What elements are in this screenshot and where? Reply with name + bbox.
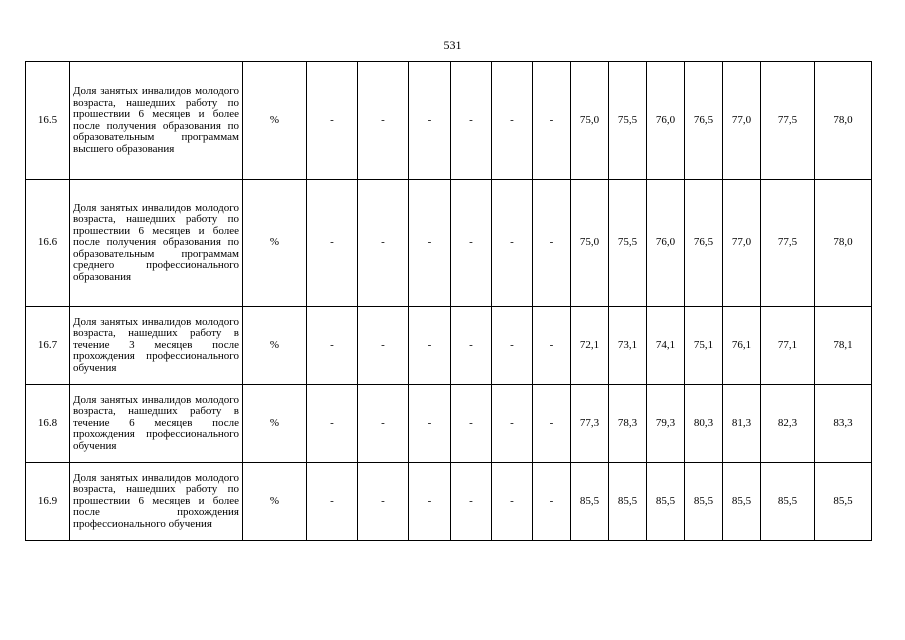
value-cell: 85,5 [815, 463, 872, 541]
indicator-description-cell: Доля занятых инвалидов молодого возраста, нашедших работу по прошествии 6 месяцев и более после прохождения профессионального обучения [70, 463, 243, 541]
value-cell: 79,3 [647, 385, 685, 463]
unit-cell: % [243, 307, 307, 385]
value-cell: - [307, 307, 358, 385]
value-cell: 76,5 [685, 180, 723, 307]
value-cell: - [307, 180, 358, 307]
row-number-cell: 16.7 [26, 307, 70, 385]
value-cell: - [409, 307, 451, 385]
value-cell: 83,3 [815, 385, 872, 463]
value-cell: - [451, 62, 492, 180]
value-cell: - [358, 463, 409, 541]
table-row [26, 385, 872, 463]
value-cell: - [492, 307, 533, 385]
value-cell: 85,5 [723, 463, 761, 541]
value-cell: 73,1 [609, 307, 647, 385]
value-cell: 81,3 [723, 385, 761, 463]
value-cell: 78,1 [815, 307, 872, 385]
value-cell: 78,0 [815, 62, 872, 180]
value-cell: 76,0 [647, 62, 685, 180]
indicator-description-cell: Доля занятых инвалидов молодого возраста, нашедших работу по прошествии 6 месяцев и более после получения образования по образовательным программам среднего профессионального образования [70, 180, 243, 307]
value-cell: 76,0 [647, 180, 685, 307]
value-cell: 76,5 [685, 62, 723, 180]
table-body [26, 62, 872, 541]
value-cell: 77,0 [723, 180, 761, 307]
row-number-cell: 16.5 [26, 62, 70, 180]
row-number-cell: 16.8 [26, 385, 70, 463]
unit-cell: % [243, 385, 307, 463]
row-number-cell: 16.6 [26, 180, 70, 307]
value-cell: 78,0 [815, 180, 872, 307]
value-cell: - [358, 385, 409, 463]
page-number: 531 [443, 38, 462, 52]
value-cell: - [409, 180, 451, 307]
table-row [26, 463, 872, 541]
value-cell: 82,3 [761, 385, 815, 463]
value-cell: - [451, 307, 492, 385]
value-cell: - [409, 385, 451, 463]
value-cell: - [358, 307, 409, 385]
value-cell: 75,1 [685, 307, 723, 385]
unit-cell: % [243, 62, 307, 180]
value-cell: 85,5 [609, 463, 647, 541]
value-cell: 76,1 [723, 307, 761, 385]
value-cell: 74,1 [647, 307, 685, 385]
value-cell: 78,3 [609, 385, 647, 463]
value-cell: 75,0 [571, 62, 609, 180]
value-cell: - [307, 62, 358, 180]
value-cell: - [492, 463, 533, 541]
value-cell: 75,5 [609, 180, 647, 307]
value-cell: - [533, 62, 571, 180]
value-cell: - [533, 463, 571, 541]
value-cell: - [307, 385, 358, 463]
value-cell: - [492, 62, 533, 180]
indicators-table [25, 61, 872, 541]
value-cell: 75,5 [609, 62, 647, 180]
indicator-description-cell: Доля занятых инвалидов молодого возраста, нашедших работу в течение 6 месяцев после прохождения профессионального обучения [70, 385, 243, 463]
value-cell: - [533, 307, 571, 385]
table-row [26, 62, 872, 180]
value-cell: - [533, 180, 571, 307]
value-cell: - [451, 180, 492, 307]
value-cell: - [451, 463, 492, 541]
table-row [26, 307, 872, 385]
value-cell: - [358, 180, 409, 307]
value-cell: 77,5 [761, 180, 815, 307]
value-cell: - [409, 62, 451, 180]
table-row [26, 180, 872, 307]
value-cell: 85,5 [685, 463, 723, 541]
indicator-description-cell: Доля занятых инвалидов молодого возраста, нашедших работу в течение 3 месяцев после прохождения профессионального обучения [70, 307, 243, 385]
value-cell: - [358, 62, 409, 180]
value-cell: 85,5 [647, 463, 685, 541]
value-cell: - [533, 385, 571, 463]
value-cell: - [492, 385, 533, 463]
value-cell: 77,0 [723, 62, 761, 180]
value-cell: - [409, 463, 451, 541]
value-cell: - [492, 180, 533, 307]
unit-cell: % [243, 463, 307, 541]
value-cell: 80,3 [685, 385, 723, 463]
row-number-cell: 16.9 [26, 463, 70, 541]
value-cell: 77,3 [571, 385, 609, 463]
value-cell: 77,5 [761, 62, 815, 180]
unit-cell: % [243, 180, 307, 307]
value-cell: 75,0 [571, 180, 609, 307]
value-cell: 85,5 [571, 463, 609, 541]
value-cell: 85,5 [761, 463, 815, 541]
value-cell: - [451, 385, 492, 463]
value-cell: - [307, 463, 358, 541]
value-cell: 72,1 [571, 307, 609, 385]
value-cell: 77,1 [761, 307, 815, 385]
indicator-description-cell: Доля занятых инвалидов молодого возраста, нашедших работу по прошествии 6 месяцев и более после получения образования по образовательным программам высшего образования [70, 62, 243, 180]
